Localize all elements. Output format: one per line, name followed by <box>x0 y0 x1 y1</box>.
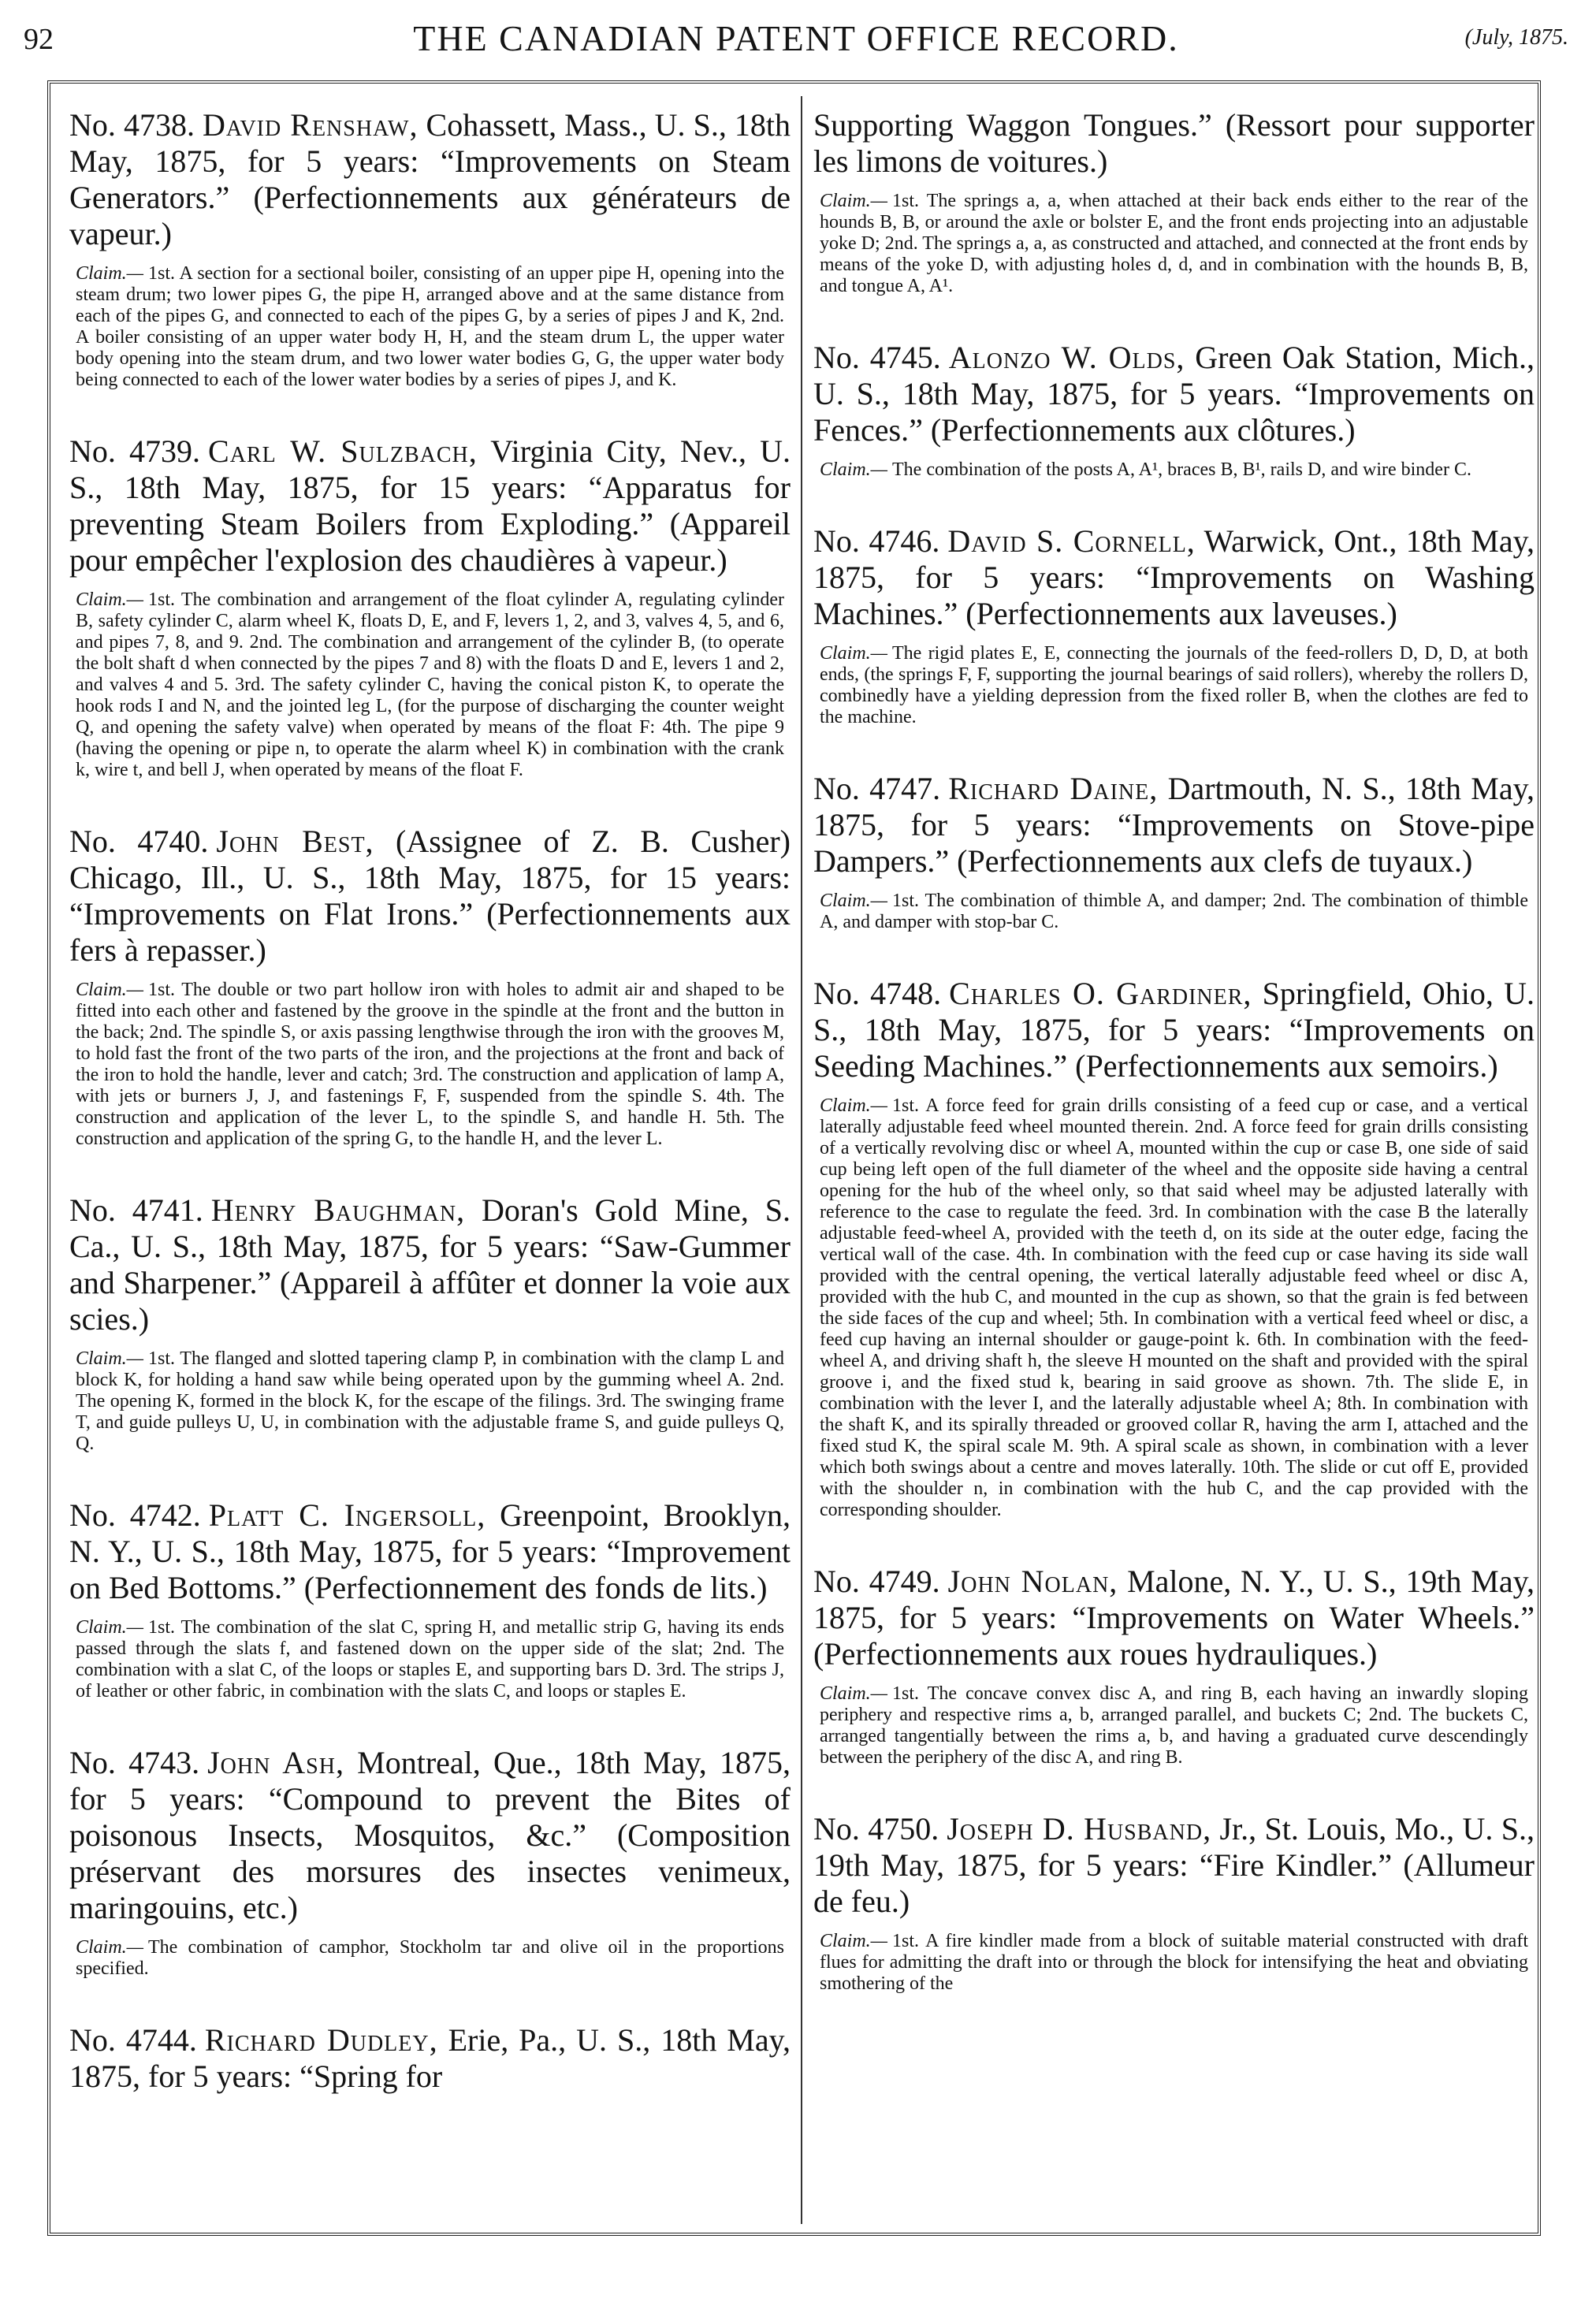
patent-details: Supporting Waggon Tongues.” (Ressort pour supporter les limons de voitures.) <box>813 107 1535 179</box>
claim-label: Claim.— <box>820 891 888 911</box>
claim-text <box>813 459 1535 481</box>
inventor-name: Platt C. Ingersoll, <box>208 1497 486 1533</box>
claim-body: 1st. The combination of thimble A, and damper; 2nd. The combination of thimble A, and damper with stop-bar C. <box>820 891 1528 932</box>
running-title: THE CANADIAN PATENT OFFICE RECORD. <box>413 18 1179 58</box>
entry-heading <box>69 1497 791 1606</box>
page-header <box>24 17 1568 68</box>
entry-heading <box>813 771 1535 880</box>
claim-label: Claim.— <box>76 1617 144 1638</box>
left-column <box>69 107 791 2227</box>
patent-entry <box>69 107 791 391</box>
claim-text <box>813 643 1535 728</box>
claim-body: 1st. A fire kindler made from a block of suitable material constructed with draft flues for admitting the draft into or through the block for intensifying the heat and obviating smothering of the <box>820 1931 1528 1994</box>
patent-number: No. 4746. <box>813 523 940 559</box>
entry-heading <box>69 2022 791 2095</box>
entry-heading <box>813 976 1535 1084</box>
column-divider <box>801 96 802 2224</box>
patent-details: (Assignee of Z. B. Cusher) Chicago, Ill., U. S., 18th May, 1875, for 15 years: “Improvements on Flat Irons.” (Perfectionnements aux fers à repasser.) <box>69 824 791 968</box>
patent-entry <box>813 340 1535 481</box>
entry-heading <box>813 1811 1535 1920</box>
patent-entry <box>69 1745 791 1980</box>
entry-heading <box>69 1745 791 1926</box>
inventor-name: Richard Dudley, <box>204 2022 438 2058</box>
issue-date: (July, 1875. <box>1464 25 1568 50</box>
claim-body: The rigid plates E, E, connecting the journals of the feed-rollers D, D, D, at both ends, (the springs F, F, supporting the journal bearings of said rollers), whereby the rollers D, combinedly have a yielding depression from the fixed roller B, when the clothes are fed to the machine. <box>820 643 1528 727</box>
inventor-name: Carl W. Sulzbach, <box>208 433 478 469</box>
claim-label: Claim.— <box>820 1683 888 1704</box>
patent-entry <box>813 1811 1535 1995</box>
claim-label: Claim.— <box>76 1937 144 1958</box>
patent-details: Virginia City, Nev., U. S., 18th May, 1875, for 15 years: “Apparatus for preventing Steam Boilers from Exploding.” (Appareil pour empêcher l'explosion des chaudières à vapeur.) <box>69 433 791 578</box>
entry-heading <box>69 107 791 252</box>
patent-details: Springfield, Ohio, U. S., 18th May, 1875, for 5 years: “Improvements on Seeding Machines.” (Perfectionnements aux semoirs.) <box>813 976 1535 1084</box>
entry-heading <box>69 1192 791 1337</box>
patent-number: No. 4739. <box>69 433 201 469</box>
patent-entry <box>813 771 1535 933</box>
claim-body: 1st. The combination and arrangement of the float cylinder A, regulating cylinder B, safety cylinder C, alarm wheel K, floats D, E, and F, levers 1, 2, and 3, valves 4, 5, and 6, and pipes 7, 8, and 9. 2nd. The combination and arrangement of the cylinder B, (to operate the bolt shaft d when connected by the pipes 7 and 8) with the floats D and E, levers 1 and 2, and valves 4 and 5. 3rd. The safety cylinder C, having the conical piston K, to operate the hook rods I and N, and the jointed leg L, (for the purpose of discharging the counter weight Q, and opening the safety valve) when operated by means of the float F: 4th. The pipe 9 (having the opening or pipe n, to operate the alarm wheel K) in combination with the crank k, wire t, and bell J, when operated by means of the float F. <box>76 589 784 780</box>
claim-body: 1st. The double or two part hollow iron with holes to admit air and shaped to be fitted into each other and fastened by the groove in the spindle at the front and the button in the back; 2nd. The spindle S, or axis passing lengthwise through the iron with the grooves M, to hold fast the front of the two parts of the iron, and the projections at the front and back of the iron to hold the handle, lever and catch; 3rd. The construction and application of lamp A, with jets or burners J, J, and fastenings F, F, suspended from the spindle S. 4th. The construction and application of the lever L, to the spindle S, and handle H. 5th. The construction and application of the spring G, to the handle H, and the lever L. <box>76 980 784 1149</box>
inventor-name: Charles O. Gardiner, <box>949 976 1252 1011</box>
claim-label: Claim.— <box>76 980 144 1000</box>
claim-text <box>813 1095 1535 1521</box>
patent-details: Jr., St. Louis, Mo., U. S., 19th May, 1875, for 5 years: “Fire Kindler.” (Allumeur de feu.) <box>813 1811 1535 1919</box>
patent-number: No. 4742. <box>69 1497 201 1533</box>
patent-details: Erie, Pa., U. S., 18th May, 1875, for 5 years: “Spring for <box>69 2022 791 2094</box>
claim-body: The combination of camphor, Stockholm tar and olive oil in the proportions specified. <box>76 1937 784 1979</box>
patent-number: No. 4740. <box>69 824 209 859</box>
claim-text <box>69 980 791 1150</box>
claim-body: 1st. The flanged and slotted tapering clamp P, in combination with the clamp L and block K, for holding a hand saw while being operated upon by the gumming wheel A. 2nd. The opening K, formed in the block K, for the escape of the filings. 3rd. The swinging frame T, and guide pulleys U, U, in combination with the adjustable frame S, and guide pulleys Q, Q. <box>76 1348 784 1454</box>
claim-text <box>69 1348 791 1455</box>
patent-entry <box>69 433 791 781</box>
claim-label: Claim.— <box>76 263 144 284</box>
claim-label: Claim.— <box>76 589 144 610</box>
patent-entry <box>69 1497 791 1702</box>
claim-body: The combination of the posts A, A¹, braces B, B¹, rails D, and wire binder C. <box>892 459 1471 480</box>
claim-text <box>813 1683 1535 1768</box>
claim-body: 1st. A force feed for grain drills consisting of a feed cup or case, and a vertical laterally adjustable feed wheel mounted therein. 2nd. A force feed for grain drills consisting of a vertically revolving disc or wheel A, mounted within the cup or case B, one side of said cup being left open of the full diameter of the wheel and the opposite side having a central opening for the hub of the wheel only, so that said wheel may be adjusted laterally with reference to the case to regulate the feed. 3rd. In combination with the case B the laterally adjustable feed-wheel A, provided with the teeth d, on its side at the outer edge, facing the vertical wall of the case. 4th. In combination with the feed cup or case having its side wall provided with the central opening, the vertical laterally adjustable feed wheel or disc A, provided with the hub C, and mounted in the cup as shown, so that the grain is fed between the side faces of the cup and wheel; 5th. In combination with a vertical feed wheel or disc, a feed cup having an internal shoulder or gauge-point k. 6th. In combination with the feed-wheel A, and driving shaft h, the sleeve H mounted on the shaft and provided with the spiral groove i, and the fixed stud k, bearing in said groove as shown. 7th. The slide E, in combination with the lever I, and the laterally adjustable wheel A; 8th. In combination with the shaft K, and its spirally threaded or grooved collar R, having the arm I, attached and the fixed stud K, the spiral scale M. 9th. A spiral scale as shown, in combination with a lever which both swings about a centre and moves laterally. 10th. The slide or cut off E, provided with the shoulder n, in combination with the hub C, and the cap provided with the corresponding shoulder. <box>820 1095 1528 1520</box>
patent-number: No. 4749. <box>813 1564 940 1599</box>
patent-entry <box>69 824 791 1150</box>
inventor-name: John Nolan, <box>947 1564 1118 1599</box>
entry-heading <box>69 824 791 969</box>
entry-heading <box>813 1564 1535 1672</box>
patent-number: No. 4747. <box>813 771 941 806</box>
claim-text <box>69 1937 791 1980</box>
claim-text <box>69 1617 791 1702</box>
inventor-name: John Ash, <box>207 1745 344 1780</box>
patent-details: Montreal, Que., 18th May, 1875, for 5 years: “Compound to prevent the Bites of poisonous Insects, Mosquitos, &c.” (Composition préservant des morsures des insectes venimeux, maringouins, etc.) <box>69 1745 791 1925</box>
patent-number: No. 4744. <box>69 2022 197 2058</box>
claim-text <box>813 191 1535 297</box>
page-number: 92 <box>24 23 54 56</box>
inventor-name: Henry Baughman, <box>210 1192 466 1228</box>
claim-body: 1st. The springs a, a, when attached at their back ends either to the rear of the hounds B, B, or around the axle or bolster E, and the front ends projecting into an adjustable yoke D; 2nd. The springs a, a, as constructed and attached, and connected at the front ends by means of the yoke D, with adjusting holes d, d, and in combination with the hounds B, B, and tongue A, A¹. <box>820 191 1528 296</box>
claim-text <box>69 263 791 391</box>
entry-heading <box>69 433 791 578</box>
patent-number: No. 4750. <box>813 1811 939 1847</box>
patent-details: Warwick, Ont., 18th May, 1875, for 5 years: “Improvements on Washing Machines.” (Perfectionnements aux laveuses.) <box>813 523 1535 631</box>
patent-entry <box>69 2022 791 2095</box>
claim-body: 1st. The combination of the slat C, spring H, and metallic strip G, having its ends passed through the slats f, and fastened down on the upper side of the slat; 2nd. The combination with a slat C, of the loops or staples E, and supporting bars D. 3rd. The strips J, of leather or other fabric, in combination with the slats C, and loops or staples E. <box>76 1617 784 1701</box>
claim-label: Claim.— <box>76 1348 144 1369</box>
patent-details: Doran's Gold Mine, S. Ca., U. S., 18th May, 1875, for 5 years: “Saw-Gummer and Sharpener.” (Appareil à affûter et donner la voie aux scies.) <box>69 1192 791 1337</box>
patent-details: Green Oak Station, Mich., U. S., 18th May, 1875, for 5 years. “Improvements on Fences.” (Perfectionnements aux clôtures.) <box>813 340 1535 448</box>
patent-number: No. 4743. <box>69 1745 200 1780</box>
claim-body: 1st. A section for a sectional boiler, consisting of an upper pipe H, opening into the steam drum; two lower pipes G, the pipe H, arranged above and at the same distance from each of the pipes G, and connected to each of the pipes G, by a series of pipes J and K, 2nd. A boiler consisting of an upper water body H, H, and the steam drum L, the upper water body opening into the steam drum, and two lower water bodies G, G, the upper water body being connected to each of the lower water bodies by a series of pipes J, and K. <box>76 263 784 390</box>
claim-label: Claim.— <box>820 1095 888 1116</box>
entry-heading <box>813 523 1535 632</box>
patent-entry <box>813 523 1535 728</box>
patent-details: Greenpoint, Brooklyn, N. Y., U. S., 18th May, 1875, for 5 years: “Improvement on Bed Bottoms.” (Perfectionnement des fonds de lits.) <box>69 1497 791 1605</box>
patent-number: No. 4741. <box>69 1192 203 1228</box>
claim-label: Claim.— <box>820 191 888 211</box>
patent-entry <box>813 976 1535 1521</box>
inventor-name: John Best, <box>216 824 374 859</box>
inventor-name: David Renshaw, <box>202 107 419 143</box>
inventor-name: David S. Cornell, <box>947 523 1196 559</box>
patent-number: No. 4748. <box>813 976 942 1011</box>
inventor-name: Alonzo W. Olds, <box>948 340 1185 375</box>
right-column <box>813 107 1535 2227</box>
patent-details: Cohassett, Mass., U. S., 18th May, 1875, for 5 years: “Improvements on Steam Generators.” (Perfectionnements aux générateurs de vapeur.) <box>69 107 791 251</box>
claim-label: Claim.— <box>820 643 888 664</box>
claim-label: Claim.— <box>820 1931 888 1951</box>
patent-details: Dartmouth, N. S., 18th May, 1875, for 5 years: “Improvements on Stove-pipe Dampers.” (Perfectionnements aux clefs de tuyaux.) <box>813 771 1535 879</box>
patent-entry <box>69 1192 791 1455</box>
claim-text <box>813 891 1535 933</box>
claim-text <box>69 589 791 781</box>
claim-label: Claim.— <box>820 459 888 480</box>
inventor-name: Joseph D. Husband, <box>947 1811 1212 1847</box>
entry-heading <box>813 107 1535 180</box>
claim-text <box>813 1931 1535 1995</box>
patent-entry-continued <box>813 107 1535 297</box>
patent-number: No. 4745. <box>813 340 941 375</box>
patent-details: Malone, N. Y., U. S., 19th May, 1875, for 5 years: “Improvements on Water Wheels.” (Perfectionnements aux roues hydrauliques.) <box>813 1564 1535 1672</box>
entry-heading <box>813 340 1535 448</box>
patent-number: No. 4738. <box>69 107 195 143</box>
patent-entry <box>813 1564 1535 1768</box>
claim-body: 1st. The concave convex disc A, and ring B, each having an inwardly sloping periphery and respective rims a, b, arranged parallel, and buckets C; 2nd. The buckets C, arranged tangentially between the rims a, b, and having a graduated curve descendingly between the periphery of the disc A, and ring B. <box>820 1683 1528 1768</box>
inventor-name: Richard Daine, <box>948 771 1159 806</box>
